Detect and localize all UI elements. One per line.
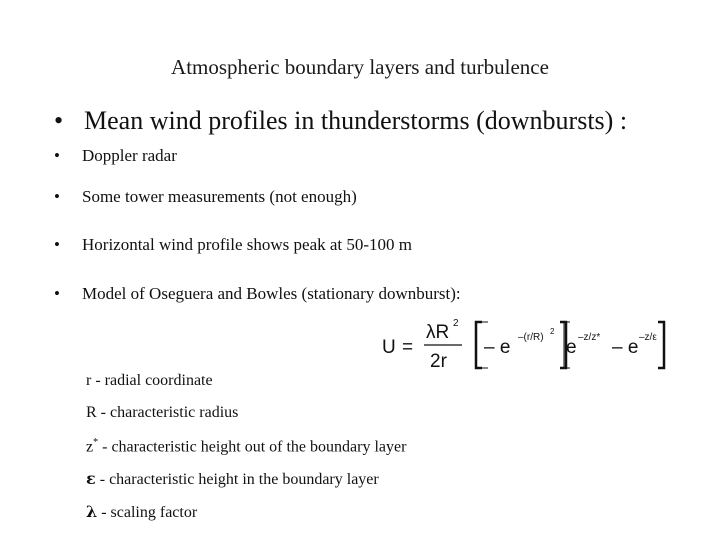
definition-text: - characteristic height in the boundary layer <box>95 471 379 488</box>
definition-symbol-sup: * <box>93 437 99 448</box>
definition-text: - scaling factor <box>97 504 198 521</box>
bullet-marker: • <box>54 284 60 303</box>
bullet-marker: • <box>54 235 60 254</box>
bullet-marker: • <box>54 106 64 135</box>
main-bullet-text: Mean wind profiles in thunderstorms (downbursts) : <box>84 106 628 135</box>
bullet-item <box>54 235 412 255</box>
formula-term3-exp: –z/ε <box>639 332 657 343</box>
definition-item <box>86 469 379 489</box>
definition-symbol: r <box>86 372 92 389</box>
definition-item <box>86 404 238 422</box>
bullet-text: Doppler radar <box>82 146 177 165</box>
formula-denominator: 2r <box>430 351 447 372</box>
definition-symbol: z <box>86 438 94 456</box>
bullet-marker: • <box>54 187 60 206</box>
formula-numerator-sup: 2 <box>453 318 459 329</box>
main-bullet <box>54 106 627 136</box>
right-bracket <box>658 322 664 368</box>
slide-title: Atmospheric boundary layers and turbulence <box>171 55 549 79</box>
formula-term1-exp-sup: 2 <box>550 327 555 336</box>
downburst-formula <box>380 316 670 376</box>
bullet-item <box>54 187 357 207</box>
bullet-text: Model of Oseguera and Bowles (stationary downburst): <box>82 284 461 303</box>
bullet-text: Some tower measurements (not enough) <box>82 187 357 206</box>
bullet-item <box>54 284 461 304</box>
definition-text: - radial coordinate <box>91 372 213 389</box>
bullet-item <box>54 146 177 166</box>
bullet-marker: • <box>54 146 60 165</box>
formula-minus-term3: – e <box>612 337 639 358</box>
definition-item <box>86 372 213 390</box>
definition-text: - characteristic radius <box>96 404 239 421</box>
definition-symbol: λ <box>86 502 98 521</box>
definition-item <box>86 502 197 522</box>
formula-term2: e <box>566 337 577 358</box>
definition-symbol: ε <box>86 469 96 488</box>
formula-term2-exp: –z/z* <box>578 332 601 343</box>
formula-lhs: U <box>382 337 396 358</box>
definition-symbol: R <box>86 404 97 421</box>
formula-term1-exp: –(r/R) <box>518 332 544 343</box>
definition-item <box>86 437 406 456</box>
formula-numerator: λR <box>426 322 450 343</box>
formula-equals: = <box>402 337 414 358</box>
formula-term1: – e <box>484 337 511 358</box>
bullet-text: Horizontal wind profile shows peak at 50-100 m <box>82 235 413 254</box>
left-bracket <box>476 322 482 368</box>
definition-text: - characteristic height out of the boundary layer <box>98 438 407 456</box>
